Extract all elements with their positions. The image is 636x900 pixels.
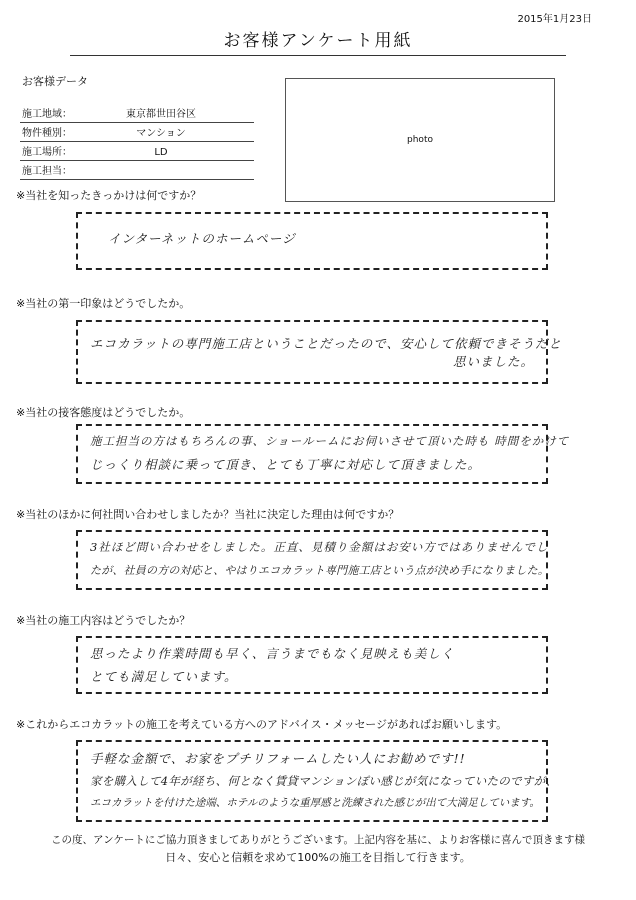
info-label: 施工地域： <box>22 109 72 120</box>
page-title: お客様アンケート用紙 <box>70 26 566 56</box>
question-3: ※当社の接客態度はどうでしたか。 <box>16 406 191 419</box>
answer-box-4 <box>76 530 548 590</box>
info-value: マンション <box>136 128 186 139</box>
answer-line: 3社ほど問い合わせをしました。正直、見積り金額はお安い方ではありませんでし <box>90 540 549 554</box>
answer-line: エコカラットを付けた途端、ホテルのような重厚感と洗練された感じが出て大満足しています。 <box>90 797 540 809</box>
answer-line: インターネットのホームページ <box>108 231 296 246</box>
photo-label: photo <box>407 135 433 145</box>
question-1: ※当社を知ったきっかけは何ですか？ <box>16 189 202 202</box>
answer-box-3 <box>76 424 570 484</box>
closing-line-2: 日々、安心と信頼を求めて100%の施工を目指して行きます。 <box>165 851 471 864</box>
answer-box-2 <box>76 320 563 384</box>
photo-placeholder <box>285 78 555 202</box>
answer-line: たが、社員の方の対応と、やはりエコカラット専門施工店という点が決め手になりました。 <box>90 564 549 577</box>
answer-box-5 <box>76 636 548 694</box>
question-2: ※当社の第一印象はどうでしたか。 <box>16 297 191 310</box>
question-6: ※これからエコカラットの施工を考えている方へのアドバイス・メッセージがあればお願いします。 <box>16 718 508 731</box>
answer-box-1 <box>76 212 548 270</box>
info-label: 施工場所： <box>22 147 72 158</box>
info-row-area <box>20 104 254 123</box>
info-row-location <box>20 142 254 161</box>
info-value: LD <box>154 147 168 158</box>
answer-line: エコカラットの専門施工店ということだったので、安心して依頼できそうだと <box>90 336 563 351</box>
customer-info-table <box>20 104 254 180</box>
info-value: 東京都世田谷区 <box>126 109 196 120</box>
answer-line: 手軽な金額で、お家をプチリフォームしたい人にお勧めです!! <box>90 751 466 766</box>
answer-line: 施工担当の方はもちろんの事、ショールームにお伺いさせて頂いた時も 時間をかけて <box>90 434 570 448</box>
customer-data-heading: お客様データ <box>22 75 88 88</box>
answer-box-6 <box>76 740 558 822</box>
closing-line-1: この度、アンケートにご協力頂きましてありがとうございます。上記内容を基に、よりお客様に喜んで頂きます様 <box>50 834 586 846</box>
answer-line: 思いました。 <box>452 354 534 369</box>
answer-line: とても満足しています。 <box>90 669 238 684</box>
question-4: ※当社のほかに何社問い合わせしましたか？当社に決定した理由は何ですか？ <box>16 508 400 521</box>
info-row-staff <box>20 161 254 180</box>
info-label: 施工担当： <box>22 166 72 177</box>
survey-date: 2015年1月23日 <box>517 14 592 25</box>
answer-line: 家を購入して4年が経ち、何となく賃貸マンションぽい感じが気になっていたのですが、 <box>90 774 558 788</box>
info-label: 物件種別： <box>22 128 72 139</box>
answer-line: 思ったより作業時間も早く、言うまでもなく見映えも美しく <box>90 646 455 661</box>
answer-line: じっくり相談に乗って頂き、とても丁寧に対応して頂きました。 <box>90 457 482 472</box>
question-5: ※当社の施工内容はどうでしたか？ <box>16 614 191 627</box>
info-row-property-type <box>20 123 254 142</box>
closing-message <box>20 832 616 866</box>
